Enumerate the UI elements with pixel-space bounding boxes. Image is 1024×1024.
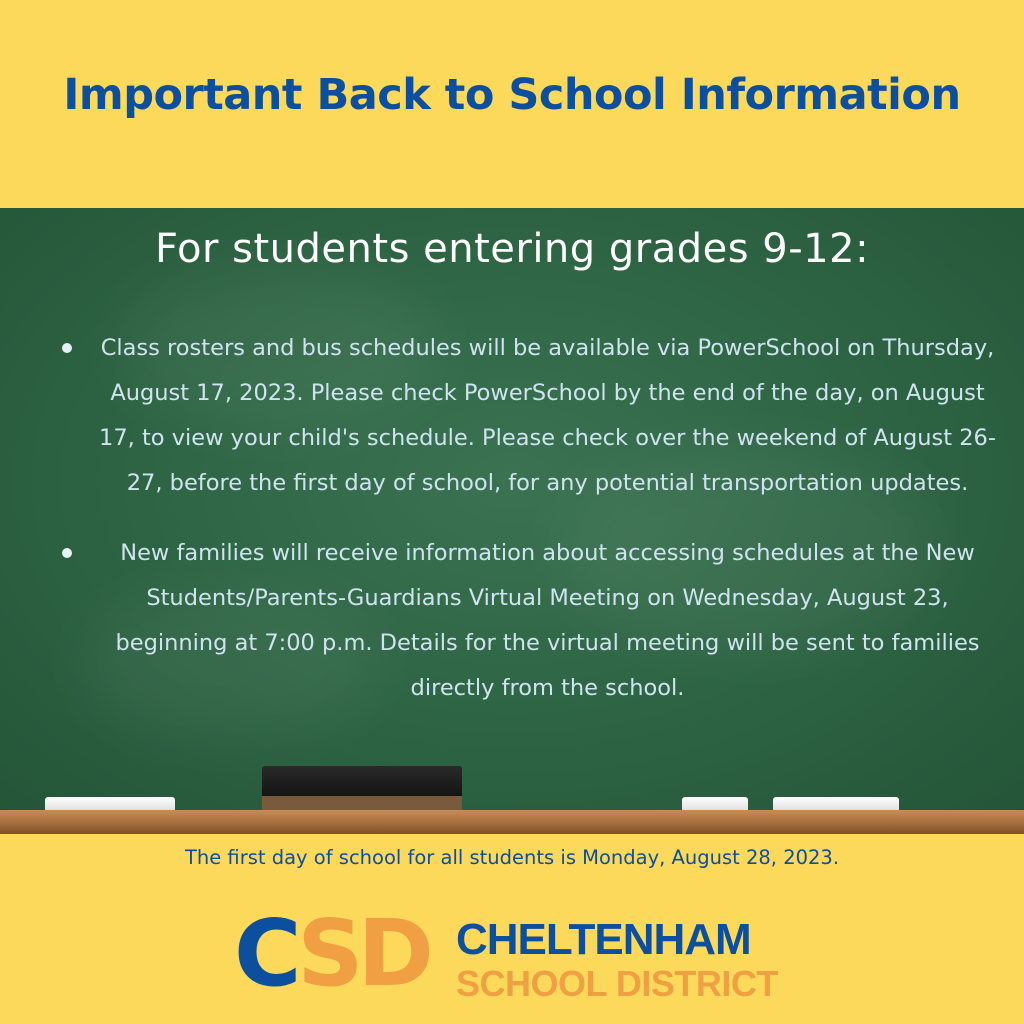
bullet-dot-icon: [62, 548, 72, 558]
list-item-text: New families will receive information about accessing schedules at the New Students/Parents-Guardians Virtual Meeting on Wednesday, August 23, beginning at 7:00 p.m. Details for the virtual meeting will be sent to families directly from the school.: [115, 540, 980, 701]
bullet-dot-icon: [62, 343, 72, 353]
info-list: [50, 326, 1000, 736]
list-item: [50, 531, 1000, 711]
logo-district-subtitle: SCHOOL DISTRICT: [456, 963, 778, 1004]
page-title: Important Back to School Information: [63, 70, 961, 120]
chalk-tray: [0, 810, 1024, 834]
logo-district-name: CHELTENHAM: [456, 915, 751, 964]
eraser-icon: [262, 766, 462, 810]
board-heading: For students entering grades 9-12:: [154, 226, 870, 272]
list-item: [50, 326, 1000, 506]
district-logo: [234, 900, 794, 1008]
first-day-note: The first day of school for all students is Monday, August 28, 2023.: [184, 846, 840, 869]
chalkboard: [0, 208, 1024, 814]
logo-monogram: CSD: [234, 900, 428, 1007]
list-item-text: Class rosters and bus schedules will be available via PowerSchool on Thursday, August 17, 2023. Please check PowerSchool by the end of the day, on August 17, to view your child's schedule. Please check over the weekend of August 26-27, before the first day of school, for any potential transportation updates.: [99, 335, 996, 496]
